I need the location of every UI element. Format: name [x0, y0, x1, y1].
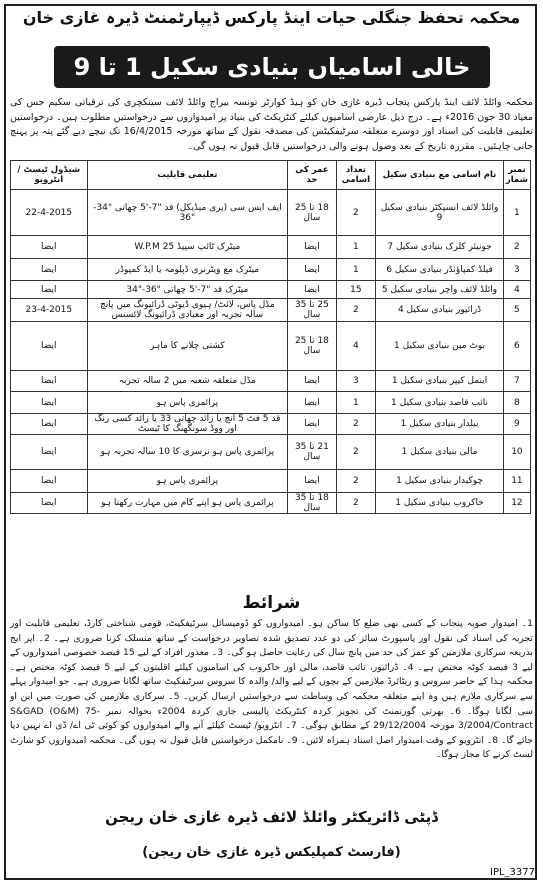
- cell-qualification: کشتی چلانے کا ماہر: [87, 322, 288, 371]
- cell-age: ایضا: [288, 371, 336, 392]
- cell-date: ایضا: [11, 322, 88, 371]
- cell-sr: 11: [503, 470, 530, 493]
- cell-count: 2: [336, 190, 376, 236]
- cell-age: 18 تا 25 سال: [288, 190, 336, 236]
- table-row: [11, 371, 531, 392]
- cell-date: ایضا: [11, 236, 88, 259]
- conditions-heading: شرائط: [242, 593, 301, 613]
- cell-sr: 1: [503, 190, 530, 236]
- table-header-row: [11, 161, 531, 190]
- cell-sr: 12: [503, 493, 530, 514]
- cell-qualification: ایف ایس سی (پری میڈیکل) قد "7-'5 چھاتی "34-"36: [87, 190, 288, 236]
- cell-age: 18 تا 25 سال: [288, 322, 336, 371]
- cell-date: ایضا: [11, 371, 88, 392]
- table-row: [11, 322, 531, 371]
- cell-date: ایضا: [11, 281, 88, 299]
- signatory-title: ڈپٹی ڈائریکٹر وائلڈ لائف ڈیرہ غازی خان ریجن: [105, 808, 438, 826]
- cell-date: ایضا: [11, 414, 88, 435]
- cell-qualification: پرائمری پاس ہو اپنے کام میں مہارت رکھتا ہو: [87, 493, 288, 514]
- cell-age: 25 تا 35 سال: [288, 299, 336, 322]
- cell-sr: 5: [503, 299, 530, 322]
- cell-qualification: میٹرک ٹائپ سپیڈ 25 W.P.M: [87, 236, 288, 259]
- ipl-reference: IPL_3377: [490, 867, 535, 878]
- header-count: تعداد اسامی: [336, 161, 376, 190]
- cell-count: 15: [336, 281, 376, 299]
- cell-date: 22-4-2015: [11, 190, 88, 236]
- cell-count: 2: [336, 435, 376, 470]
- table-row: [11, 414, 531, 435]
- cell-name: بوٹ مین بنیادی سکیل 1: [376, 322, 504, 371]
- cell-qualification: مڈل پاس، لائٹ/ ہیوی ڈیوٹی ڈرائیونگ میں پانچ سالہ تجربہ اور معیادی ڈرائیونگ لائسنس: [87, 299, 288, 322]
- cell-count: 2: [336, 414, 376, 435]
- cell-sr: 8: [503, 392, 530, 414]
- header-name: نام اسامی مع بنیادی سکیل: [376, 161, 504, 190]
- cell-qualification: مڈل متعلقہ شعبہ میں 2 سالہ تجربہ: [87, 371, 288, 392]
- cell-date: ایضا: [11, 435, 88, 470]
- cell-name: خاکروب بنیادی سکیل 1: [376, 493, 504, 514]
- cell-sr: 2: [503, 236, 530, 259]
- cell-count: 3: [336, 371, 376, 392]
- cell-name: جونیئر کلرک بنیادی سکیل 7: [376, 236, 504, 259]
- cell-date: ایضا: [11, 493, 88, 514]
- header-age: عمر کی حد: [288, 161, 336, 190]
- cell-count: 1: [336, 236, 376, 259]
- conditions-text: 1۔ امیدوار صوبہ پنجاب کے کسی بھی ضلع کا ساکن ہو۔ امیدواروں کو ڈومیسائل سرٹیفکیٹ، قومی شناختی کارڈ، تعلیمی قابلیت اور تجربہ کی اسناد کی نقول اور پاسپورٹ سائز کی دو عدد تصدیق شدہ تصاویر درخواست کے ساتھ منسلک کرنا ضروری ہے۔ 2۔ اپر ایج بذریعہ سرکاری ملازمین کو عمر کی حد میں پانچ سال کی رعایت حاصل ہو گی۔ 3۔ معذور افراد کے لیے 15 فیصد خصوصی امیدواروں کے لیے 3 فیصد کوٹہ مختص ہے۔ 4۔ ڈرائیور، نائب قاصد، مالی اور خاکروب کی اسامیوں کیلئے اقلیتوں کے لیے 5 فیصد کوٹہ مختص ہے۔ محکمہ ہذا کے حاضر سروس و ریٹائرڈ ملازمین کے بچوں کے لیے والد/ والدہ کا سروس سرٹیفکیٹ ساتھ لگانا ضروری ہے۔ جو امیدوار پہلے سے سرکاری ملازم ہیں وہ اپنے متعلقہ محکمہ کی وساطت سے درخواستیں ارسال کریں۔ 5۔ سرکاری ملازمین کی صورت میں این او سی لگانا ہوگا۔ 6۔ بھرتی گورنمنٹ کی تجویز کردہ کنٹریکٹ پالیسی جاری کردہ 2004ء بحوالہ نمبر S&GAD (O&M) 75-3/2004/Contract مورخہ 29/12/2004 کے مطابق ہوگی۔ 7۔ انٹرویو/ ٹیسٹ کیلئے آنے والے امیدواروں کو کوئی ٹی اے/ ڈی اے نہیں دیا جائے گا۔ 8۔ انٹرویو کے وقت امیدوار اصل اسناد ہمراہ لائیں۔ 9۔ نامکمل درخواستیں قابل قبول نہ ہوں گی۔ محکمہ امیدواروں کو شارٹ لسٹ کرنے کا مجاز ہوگا۔: [10, 618, 533, 761]
- cell-date: ایضا: [11, 259, 88, 281]
- table-row: [11, 281, 531, 299]
- header-schedule: شیڈول ٹیسٹ / انٹرویو: [11, 161, 88, 190]
- cell-name: فیلڈ کمپاؤنڈر بنیادی سکیل 6: [376, 259, 504, 281]
- cell-sr: 7: [503, 371, 530, 392]
- cell-name: اینمل کیپر بنیادی سکیل 1: [376, 371, 504, 392]
- cell-qualification: میٹرک قد "7-'5 چھاتی "36-"34: [87, 281, 288, 299]
- table-row: [11, 259, 531, 281]
- cell-name: چوکیدار بنیادی سکیل 1: [376, 470, 504, 493]
- cell-age: ایضا: [288, 470, 336, 493]
- cell-age: ایضا: [288, 414, 336, 435]
- cell-date: 23-4-2015: [11, 299, 88, 322]
- cell-sr: 3: [503, 259, 530, 281]
- cell-name: وائلڈ لائف واچر بنیادی سکیل 5: [376, 281, 504, 299]
- cell-sr: 9: [503, 414, 530, 435]
- cell-count: 1: [336, 259, 376, 281]
- header-sr: نمبر شمار: [503, 161, 530, 190]
- cell-qualification: پرائمری پاس ہو: [87, 392, 288, 414]
- cell-count: 2: [336, 299, 376, 322]
- table-row: [11, 392, 531, 414]
- vacancies-table: [10, 160, 531, 514]
- cell-age: ایضا: [288, 259, 336, 281]
- table-row: [11, 236, 531, 259]
- cell-qualification: میٹرک مع ویٹرنری ڈپلومہ یا ایڈ کمپوڈر: [87, 259, 288, 281]
- cell-sr: 10: [503, 435, 530, 470]
- cell-name: ڈرائیور بنیادی سکیل 4: [376, 299, 504, 322]
- department-title: محکمہ تحفظ جنگلی حیات اینڈ پارکس ڈیپارٹمنٹ ڈیرہ غازی خان: [22, 8, 521, 27]
- cell-count: 1: [336, 392, 376, 414]
- cell-count: 2: [336, 493, 376, 514]
- intro-paragraph: محکمہ وائلڈ لائف اینڈ پارکس پنجاب ڈیرہ غازی خان کو ہیڈ کوارٹر تونسہ بیراج وائلڈ لائف سینکچری کی ترقیاتی سکیم جس کی معیاد 30 جون 2016ء ہے۔ درج ذیل عارضی اسامیوں کیلئے کنٹریکٹ کی بنیاد پر امیدواروں سے درخواستیں مطلوب ہیں۔ درخواستیں تعلیمی قابلیت کی اسناد اور دوسرے متعلقہ سرٹیفکیٹس کی مصدقہ نقول کے ساتھ مورخہ 16/4/2015 تک نیچے دیے گئے پتہ پر پہنچ جانی چاہئیں۔ مقررہ تاریخ کے بعد وصول ہونے والی درخواستیں قابل قبول نہ ہوں گی۔: [10, 97, 534, 152]
- cell-age: 21 تا 35 سال: [288, 435, 336, 470]
- cell-qualification: پرائمری پاس ہو: [87, 470, 288, 493]
- cell-count: 4: [336, 322, 376, 371]
- cell-name: بیلدار بنیادی سکیل 1: [376, 414, 504, 435]
- cell-date: ایضا: [11, 470, 88, 493]
- table-row: [11, 493, 531, 514]
- table-row: [11, 470, 531, 493]
- cell-date: ایضا: [11, 392, 88, 414]
- cell-qualification: پرائمری پاس ہو نرسری کا 10 سالہ تجربہ ہو: [87, 435, 288, 470]
- cell-age: ایضا: [288, 236, 336, 259]
- cell-sr: 6: [503, 322, 530, 371]
- cell-name: نائب قاصد بنیادی سکیل 1: [376, 392, 504, 414]
- table-row: [11, 190, 531, 236]
- vacancies-banner: خالی اسامیاں بنیادی سکیل 1 تا 9: [54, 46, 490, 88]
- signatory-address: (فارسٹ کمپلیکس ڈیرہ غازی خان ریجن): [142, 845, 401, 860]
- cell-age: 18 تا 35 سال: [288, 493, 336, 514]
- cell-name: مالی بنیادی سکیل 1: [376, 435, 504, 470]
- cell-sr: 4: [503, 281, 530, 299]
- cell-age: ایضا: [288, 281, 336, 299]
- cell-qualification: قد 5 فٹ 5 انچ یا زائد چھاتی 33 یا زائد کسی رنگ اور ووڈ سونگھنگ کا ٹیسٹ: [87, 414, 288, 435]
- header-qualification: تعلیمی قابلیت: [87, 161, 288, 190]
- cell-age: ایضا: [288, 392, 336, 414]
- cell-count: 2: [336, 470, 376, 493]
- table-row: [11, 299, 531, 322]
- table-row: [11, 435, 531, 470]
- cell-name: وائلڈ لائف انسپکٹر بنیادی سکیل 9: [376, 190, 504, 236]
